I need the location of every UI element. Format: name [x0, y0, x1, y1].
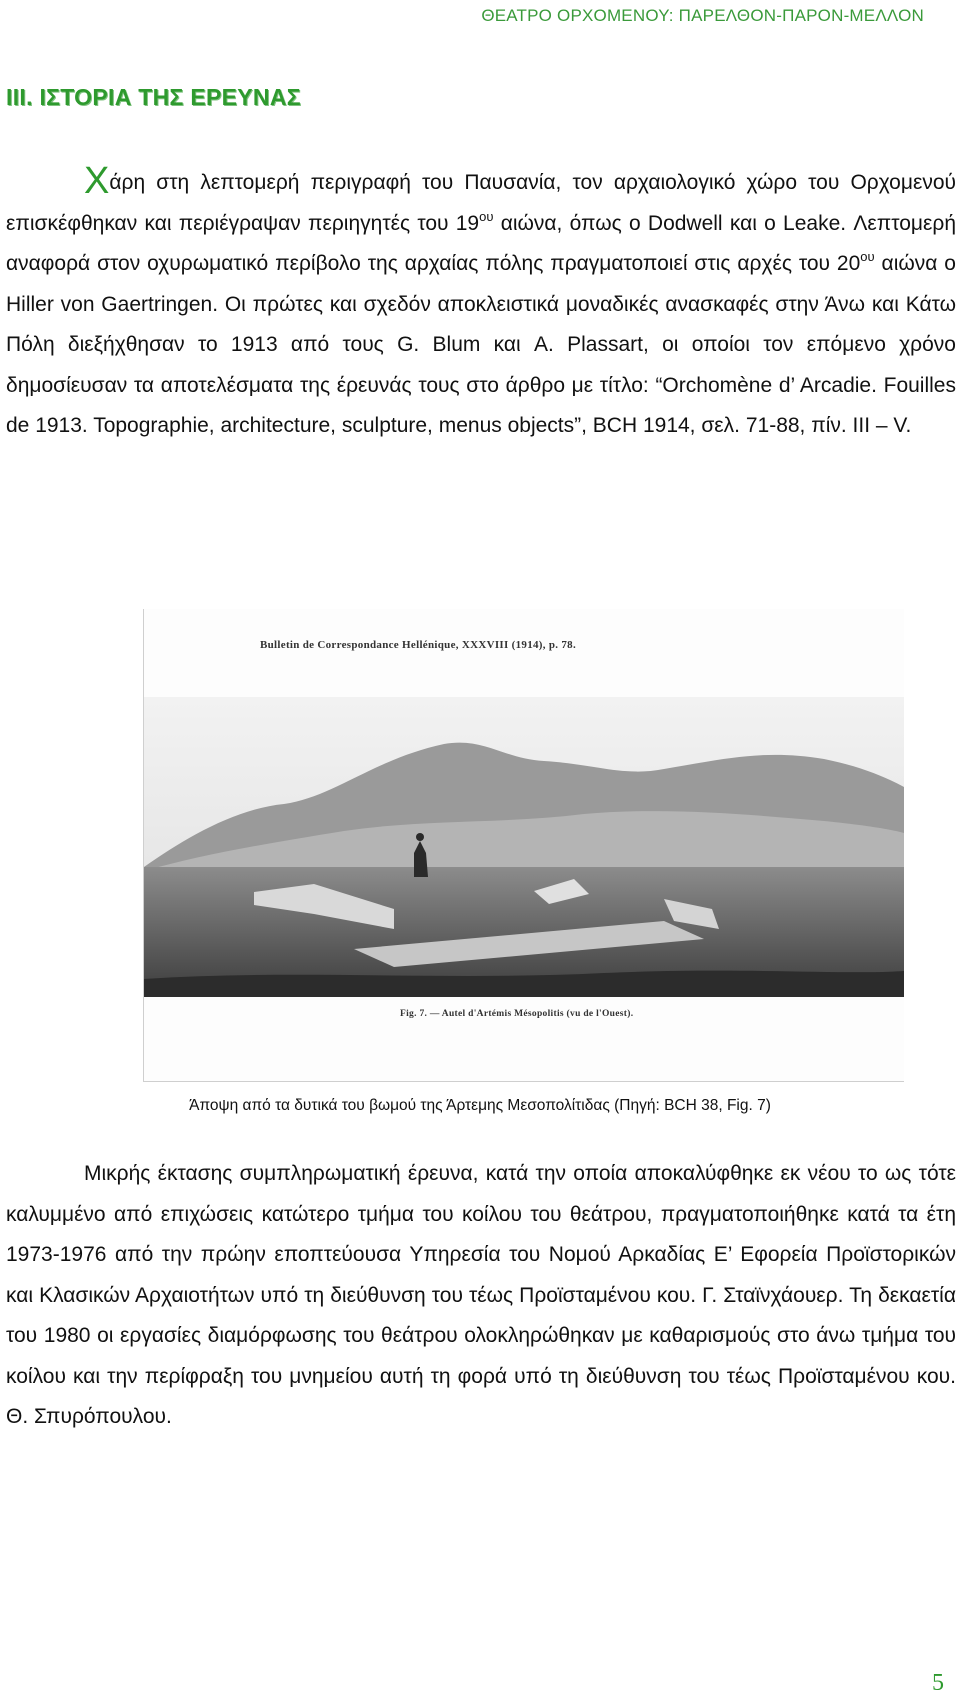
superscript-2: ου: [860, 249, 875, 264]
figure-journal-header: Bulletin de Correspondance Hellénique, XXXVIII (1914), p. 78.: [260, 639, 577, 651]
superscript-1: ου: [479, 208, 494, 224]
running-header: ΘΕΑΤΡΟ ΟΡΧΟΜΕΝΟΥ: ΠΑΡΕΛΘΟΝ-ΠΑΡΟΝ-ΜΕΛΛΟΝ: [481, 6, 924, 25]
figure-plate-caption: Fig. 7. — Autel d'Artémis Mésopolitis (vu de l'Ouest).: [400, 1009, 634, 1019]
paragraph-1-text-b: αιώνα, όπως ο Dodwell και ο Leake. Λεπτομερή αναφορά στον οχυρωματικό περίβολο της αρχαίας πόλης πραγματοποιεί στις αρχές του 20: [6, 211, 957, 275]
page-number: 5: [932, 1670, 944, 1696]
paragraph-2: Μικρής έκτασης συμπληρωματική έρευνα, κατά την οποία αποκαλύφθηκε εκ νέου το ως τότε καλυμμένο από επιχώσεις κατώτερο τμήμα του κοίλου του θεάτρου, πραγματοποιήθηκε κατά τα έτη 1973-1976 από την πρώην εποπτεύουσα Υπηρεσία του Νομού Αρκαδίας Ε’ Εφορεία Προϊστορικών και Κλασικών Αρχαιοτήτων υπό τη διεύθυνση του τέως Προϊσταμένου κου. Γ. Σταϊνχάουερ. Τη δεκαετία του 1980 οι εργασίες διαμόρφωσης του θεάτρου ολοκληρώθηκαν με καθαρισμούς στο άνω τμήμα του κοίλου και την περίφραξη του μνημείου αυτή τη φορά υπό τη διεύθυνση του τέως Προϊσταμένου κου. Θ. Σπυρόπουλου.: [6, 1162, 956, 1428]
drop-cap: Χ: [84, 160, 110, 202]
paragraph-1-text-c: αιώνα ο Hiller von Gaertringen. Οι πρώτες και σχεδόν αποκλειστικά μοναδικές ανασκαφές στην Άνω και Κάτω Πόλη διεξήχθησαν το 1913 από τους G. Blum και A. Plassart, οι οποίοι τον επόμενο χρόνο δημοσίευσαν τα αποτελέσματα της έρευνάς τους στο άρθρο με τίτλο: “Orchomène d’ Arcadie. Fouilles de 1913. Topographie, architecture, sculpture, menus objects”, BCH 1914, σελ. 71-88, πίν. III – V.: [6, 252, 956, 437]
paragraph-1: [6, 162, 956, 447]
figure-caption: Άποψη από τα δυτικά του βωμού της Άρτεμης Μεσοπολίτιδας (Πηγή: BCH 38, Fig. 7): [189, 1097, 771, 1114]
figure-plate: [143, 609, 904, 1082]
paragraph-1-text-a: άρη στη λεπτομερή περιγραφή του Παυσανία, τον αρχαιολογικό χώρο του Ορχομενού επισκέφθηκαν και περιέγραψαν περιηγητές του 19: [6, 171, 956, 235]
section-title: III. ΙΣΤΟΡΙΑ ΤΗΣ ΕΡΕΥΝΑΣ: [6, 84, 301, 110]
